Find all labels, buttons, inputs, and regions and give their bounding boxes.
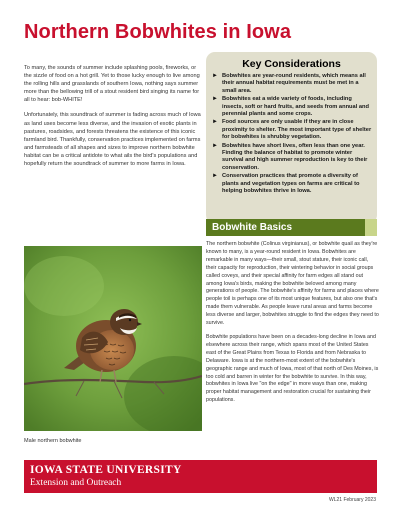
- arrow-bullet-icon: ►: [212, 96, 218, 103]
- key-consideration-text: Bobwhites are year-round residents, which means all their annual habitat requirements must be met in a small area.: [222, 73, 366, 94]
- key-consideration-item: [212, 173, 372, 195]
- arrow-bullet-icon: ►: [212, 142, 218, 149]
- key-considerations-list: [212, 73, 372, 197]
- key-considerations-title: Key Considerations: [242, 58, 341, 70]
- arrow-bullet-icon: ►: [212, 173, 218, 180]
- university-name: IOWA STATE UNIVERSITY: [30, 464, 182, 476]
- basics-column: [206, 241, 379, 411]
- intro-paragraph: To many, the sounds of summer include splashing pools, fireworks, or the sizzle of food on a hot grill. Yet to those lucky enough to live among the rolling hills and grasslands of southern Iowa, nothing says summer more than the bellowing trill of a stout resident bird singing its name for all to hear: bob-WHITE!: [24, 65, 200, 104]
- key-consideration-text: Food sources are only usable if they are in close proximity to shelter. The most important type of shelter for bobwhites is shrubby vegetation.: [222, 119, 372, 141]
- key-consideration-item: [212, 73, 372, 95]
- bobwhite-basics-header: [206, 219, 377, 236]
- bobwhite-basics-title: Bobwhite Basics: [206, 219, 365, 236]
- extension-name: Extension and Outreach: [30, 478, 122, 488]
- key-consideration-item: [212, 143, 372, 173]
- basics-paragraph: Bobwhite populations have been on a decades-long decline in Iowa and elsewhere across their range, which spans most of the United States east of the Great Plains from Texas to Florida and from Nebraska to Delaware. Iowa is at the northern-most extent of the bobwhite's geographic range and much of Iowa, most of that north of Des Moines, is too cold and barren in winter for the bobwhite to survive. In this way, bobwhites in Iowa live "on the edge" in more ways than one, making proper habitat management and restoration crucial for sustaining their populations.: [206, 333, 379, 404]
- arrow-bullet-icon: ►: [212, 73, 218, 79]
- key-consideration-text: Bobwhites eat a wide variety of foods, including insects, soft or hard fruits, and seeds from annual and perennial plants and some crops.: [222, 96, 369, 118]
- photo-caption: Male northern bobwhite: [24, 438, 82, 444]
- intro-column: [24, 64, 202, 175]
- page-title: Northern Bobwhites in Iowa: [24, 21, 292, 43]
- arrow-bullet-icon: ►: [212, 119, 218, 126]
- publication-code: WL21 February 2023: [329, 497, 376, 503]
- key-consideration-item: [212, 119, 372, 141]
- key-consideration-text: Bobwhites have short lives, often less than one year. Finding the balance of habitat to promote winter survival and high summer reproduction is key to their conservation.: [222, 142, 368, 171]
- key-consideration-text: Conservation practices that promote a diversity of plants and vegetation types on farms are critical to helping bobwhites thrive in Iowa.: [222, 173, 360, 195]
- bobwhite-photo: [24, 246, 202, 431]
- key-considerations-box: [206, 52, 377, 224]
- university-footer-banner: [24, 460, 377, 493]
- bobwhite-illustration: [24, 246, 202, 431]
- basics-paragraph: The northern bobwhite (Colinus virginianus), or bobwhite quail as they're known to many, is a year-round resident in Iowa. Bobwhites are remarkable in many ways—their small, stout stature, their iconic call, their capacity for reproduction, their wintering behavior in social groups called coveys, and their special affinity for farm edges all stand out among Iowa's birds, making the bobwhite beloved among many generations of people. The bobwhite's affinity for farms and places where people toil is perhaps one of its most unique features, but also one that's made them vulnerable. As people leave rural areas and farms become less diverse and larger, bobwhites struggle to find the edges they need to survive.: [206, 241, 379, 327]
- intro-paragraph: Unfortunately, this soundtrack of summer is fading across much of Iowa as land uses become less diverse, and the invasion of exotic plants in pastures, roadsides, and forests threatens the existence of this iconic farmland bird. Thankfully, conservation practices implemented on farms and farmsteads of all shapes and sizes to improve northern bobwhite habitat can be a critical antidote to what ails the bird's populations and hopefully return the soundtrack of summer to more farms in Iowa.: [24, 112, 201, 168]
- key-consideration-item: [212, 96, 372, 118]
